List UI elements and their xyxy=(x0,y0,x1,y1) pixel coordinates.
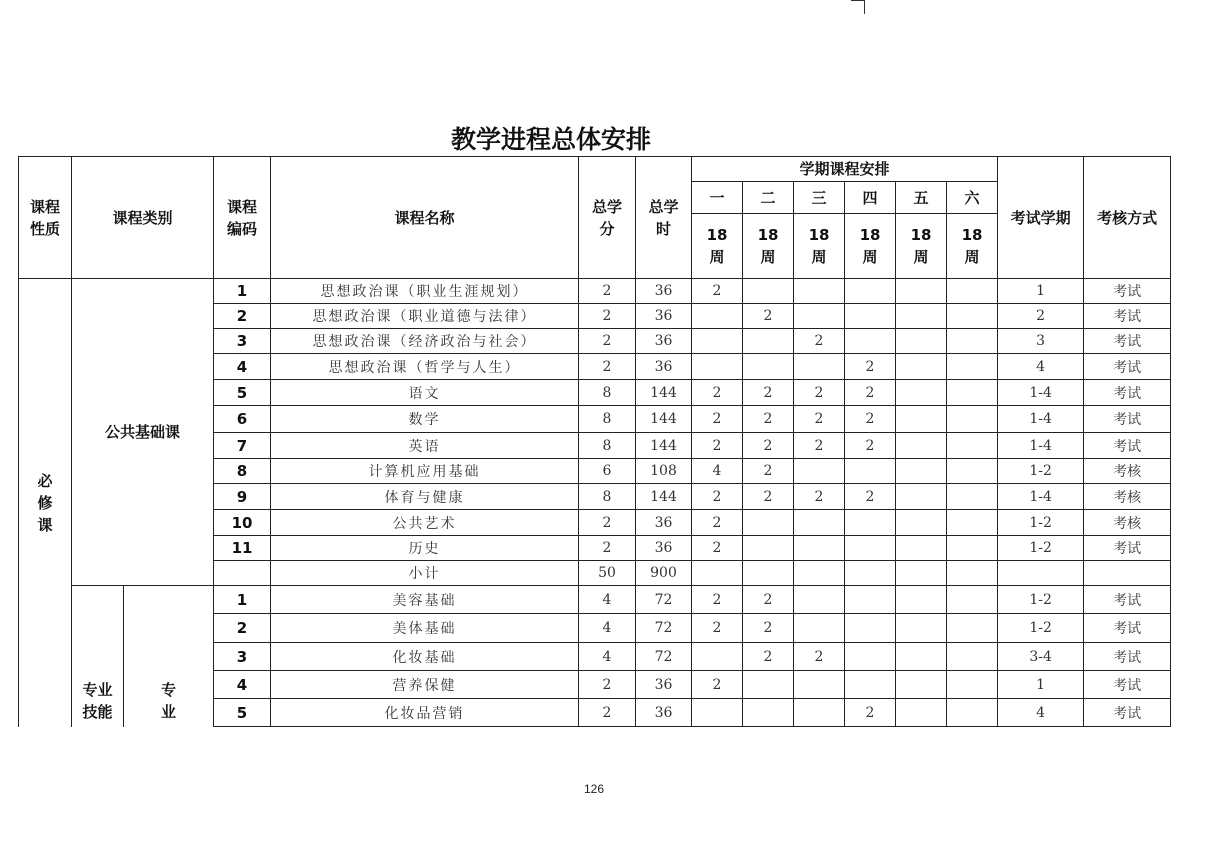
term-1-hours: 2 xyxy=(692,614,743,643)
term-1-hours: 2 xyxy=(692,279,743,304)
term-1-hours: 2 xyxy=(692,484,743,510)
term-3-hours xyxy=(794,304,845,329)
course-code: 2 xyxy=(214,614,271,643)
term-5-hours xyxy=(896,459,947,484)
term-3-hours xyxy=(794,459,845,484)
course-hours: 144 xyxy=(636,380,692,406)
header-assessment: 考核方式 xyxy=(1084,157,1171,279)
term-6-hours xyxy=(947,304,998,329)
term-5-hours xyxy=(896,406,947,433)
header-schedule: 学期课程安排 xyxy=(692,157,998,182)
course-name: 体育与健康 xyxy=(271,484,579,510)
course-name: 计算机应用基础 xyxy=(271,459,579,484)
header-term-2: 二 xyxy=(743,182,794,214)
course-hours: 36 xyxy=(636,510,692,536)
course-exam-term: 1 xyxy=(998,671,1084,699)
course-hours: 144 xyxy=(636,433,692,459)
table-row xyxy=(19,586,1171,614)
course-code: 2 xyxy=(214,304,271,329)
course-hours: 36 xyxy=(636,304,692,329)
course-assessment: 考试 xyxy=(1084,380,1171,406)
header-weeks-3: 18周 xyxy=(794,214,845,279)
term-1-hours: 2 xyxy=(692,406,743,433)
course-schedule-table xyxy=(18,156,1171,727)
group-specialty xyxy=(124,586,214,727)
term-6-hours xyxy=(947,484,998,510)
subtotal-exam-term xyxy=(998,561,1084,586)
course-assessment: 考试 xyxy=(1084,643,1171,671)
term-1-hours: 2 xyxy=(692,671,743,699)
course-hours: 36 xyxy=(636,354,692,380)
course-code: 7 xyxy=(214,433,271,459)
course-exam-term: 1-2 xyxy=(998,614,1084,643)
group-professional-label: 专业技能 xyxy=(82,680,113,721)
term-5-hours xyxy=(896,643,947,671)
term-6-hours xyxy=(947,329,998,354)
term-3-hours xyxy=(794,699,845,727)
course-code: 3 xyxy=(214,643,271,671)
term-6-hours xyxy=(947,433,998,459)
header-nature: 课程性质 xyxy=(19,157,72,279)
course-credits: 2 xyxy=(579,279,636,304)
term-2-hours xyxy=(743,329,794,354)
term-2-hours xyxy=(743,699,794,727)
subtotal-term-6 xyxy=(947,561,998,586)
course-hours: 36 xyxy=(636,536,692,561)
term-4-hours xyxy=(845,586,896,614)
term-3-hours xyxy=(794,586,845,614)
table-row xyxy=(19,279,1171,304)
course-assessment: 考试 xyxy=(1084,433,1171,459)
course-credits: 6 xyxy=(579,459,636,484)
course-name: 英语 xyxy=(271,433,579,459)
term-1-hours: 2 xyxy=(692,433,743,459)
course-credits: 2 xyxy=(579,671,636,699)
course-hours: 36 xyxy=(636,671,692,699)
header-exam-term: 考试学期 xyxy=(998,157,1084,279)
course-exam-term: 4 xyxy=(998,699,1084,727)
course-exam-term: 1-2 xyxy=(998,459,1084,484)
course-assessment: 考试 xyxy=(1084,279,1171,304)
term-4-hours xyxy=(845,671,896,699)
term-5-hours xyxy=(896,484,947,510)
header-weeks-6: 18周 xyxy=(947,214,998,279)
subtotal-credits: 50 xyxy=(579,561,636,586)
course-credits: 8 xyxy=(579,406,636,433)
course-hours: 72 xyxy=(636,643,692,671)
course-credits: 4 xyxy=(579,643,636,671)
course-code: 5 xyxy=(214,699,271,727)
term-6-hours xyxy=(947,380,998,406)
term-6-hours xyxy=(947,614,998,643)
term-2-hours: 2 xyxy=(743,304,794,329)
header-code: 课程编码 xyxy=(214,157,271,279)
header-category: 课程类别 xyxy=(72,157,214,279)
term-1-hours xyxy=(692,354,743,380)
term-2-hours xyxy=(743,536,794,561)
course-hours: 144 xyxy=(636,484,692,510)
course-hours: 72 xyxy=(636,586,692,614)
term-4-hours xyxy=(845,614,896,643)
term-6-hours xyxy=(947,406,998,433)
header-credits: 总学分 xyxy=(579,157,636,279)
course-exam-term: 1-2 xyxy=(998,536,1084,561)
course-assessment: 考试 xyxy=(1084,586,1171,614)
course-code: 6 xyxy=(214,406,271,433)
course-code: 4 xyxy=(214,671,271,699)
term-3-hours: 2 xyxy=(794,643,845,671)
course-code: 10 xyxy=(214,510,271,536)
header-term-3: 三 xyxy=(794,182,845,214)
term-4-hours: 2 xyxy=(845,484,896,510)
term-3-hours: 2 xyxy=(794,406,845,433)
term-2-hours: 2 xyxy=(743,643,794,671)
course-credits: 8 xyxy=(579,484,636,510)
course-credits: 4 xyxy=(579,614,636,643)
group-required-label: 必修课 xyxy=(37,471,53,534)
term-1-hours: 2 xyxy=(692,536,743,561)
group-professional xyxy=(72,586,124,727)
course-credits: 2 xyxy=(579,354,636,380)
subtotal-label: 小计 xyxy=(271,561,579,586)
subtotal-assessment xyxy=(1084,561,1171,586)
course-assessment: 考试 xyxy=(1084,671,1171,699)
course-code: 1 xyxy=(214,586,271,614)
term-5-hours xyxy=(896,614,947,643)
course-name: 公共艺术 xyxy=(271,510,579,536)
term-2-hours: 2 xyxy=(743,459,794,484)
term-2-hours: 2 xyxy=(743,614,794,643)
term-3-hours xyxy=(794,536,845,561)
group-specialty-label: 专业 xyxy=(160,680,176,721)
header-hours: 总学时 xyxy=(636,157,692,279)
term-5-hours xyxy=(896,586,947,614)
course-hours: 36 xyxy=(636,699,692,727)
course-credits: 2 xyxy=(579,536,636,561)
term-5-hours xyxy=(896,279,947,304)
term-3-hours: 2 xyxy=(794,380,845,406)
group-public-basic: 公共基础课 xyxy=(72,279,214,586)
term-1-hours: 2 xyxy=(692,380,743,406)
course-assessment: 考核 xyxy=(1084,459,1171,484)
course-exam-term: 1-4 xyxy=(998,484,1084,510)
term-4-hours: 2 xyxy=(845,354,896,380)
header-term-6: 六 xyxy=(947,182,998,214)
term-2-hours: 2 xyxy=(743,586,794,614)
course-assessment: 考试 xyxy=(1084,406,1171,433)
subtotal-term-5 xyxy=(896,561,947,586)
course-name: 思想政治课（职业生涯规划） xyxy=(271,279,579,304)
course-name: 数学 xyxy=(271,406,579,433)
course-credits: 2 xyxy=(579,329,636,354)
header-weeks-1: 18周 xyxy=(692,214,743,279)
term-4-hours xyxy=(845,510,896,536)
page-number: 126 xyxy=(583,782,605,796)
term-4-hours xyxy=(845,279,896,304)
term-2-hours: 2 xyxy=(743,380,794,406)
term-6-hours xyxy=(947,510,998,536)
term-4-hours: 2 xyxy=(845,433,896,459)
term-5-hours xyxy=(896,304,947,329)
course-hours: 36 xyxy=(636,329,692,354)
term-1-hours: 4 xyxy=(692,459,743,484)
term-3-hours: 2 xyxy=(794,433,845,459)
term-3-hours xyxy=(794,671,845,699)
course-exam-term: 1-4 xyxy=(998,406,1084,433)
course-hours: 144 xyxy=(636,406,692,433)
term-2-hours: 2 xyxy=(743,484,794,510)
course-name: 语文 xyxy=(271,380,579,406)
term-3-hours: 2 xyxy=(794,329,845,354)
course-exam-term: 4 xyxy=(998,354,1084,380)
term-5-hours xyxy=(896,536,947,561)
course-assessment: 考试 xyxy=(1084,699,1171,727)
page-corner-mark xyxy=(851,0,865,14)
subtotal-term-1 xyxy=(692,561,743,586)
course-name: 美体基础 xyxy=(271,614,579,643)
course-code: 8 xyxy=(214,459,271,484)
term-2-hours xyxy=(743,354,794,380)
term-2-hours xyxy=(743,279,794,304)
term-4-hours: 2 xyxy=(845,699,896,727)
course-hours: 72 xyxy=(636,614,692,643)
course-credits: 2 xyxy=(579,304,636,329)
subtotal-term-2 xyxy=(743,561,794,586)
term-1-hours xyxy=(692,699,743,727)
term-5-hours xyxy=(896,380,947,406)
course-exam-term: 3-4 xyxy=(998,643,1084,671)
term-6-hours xyxy=(947,354,998,380)
term-4-hours: 2 xyxy=(845,406,896,433)
term-2-hours xyxy=(743,671,794,699)
term-2-hours: 2 xyxy=(743,433,794,459)
course-assessment: 考试 xyxy=(1084,536,1171,561)
term-6-hours xyxy=(947,643,998,671)
page-title: 教学进程总体安排 xyxy=(450,125,651,154)
group-required xyxy=(19,279,72,727)
subtotal-term-4 xyxy=(845,561,896,586)
term-4-hours xyxy=(845,643,896,671)
subtotal-code xyxy=(214,561,271,586)
term-5-hours xyxy=(896,433,947,459)
course-hours: 108 xyxy=(636,459,692,484)
subtotal-hours: 900 xyxy=(636,561,692,586)
course-code: 9 xyxy=(214,484,271,510)
header-term-4: 四 xyxy=(845,182,896,214)
term-5-hours xyxy=(896,671,947,699)
course-assessment: 考试 xyxy=(1084,614,1171,643)
header-weeks-4: 18周 xyxy=(845,214,896,279)
header-weeks-2: 18周 xyxy=(743,214,794,279)
term-4-hours xyxy=(845,536,896,561)
term-3-hours xyxy=(794,354,845,380)
header-name: 课程名称 xyxy=(271,157,579,279)
term-6-hours xyxy=(947,699,998,727)
course-code: 4 xyxy=(214,354,271,380)
term-1-hours xyxy=(692,643,743,671)
course-exam-term: 1-4 xyxy=(998,380,1084,406)
course-code: 5 xyxy=(214,380,271,406)
term-5-hours xyxy=(896,354,947,380)
course-code: 3 xyxy=(214,329,271,354)
term-3-hours xyxy=(794,614,845,643)
subtotal-term-3 xyxy=(794,561,845,586)
term-4-hours xyxy=(845,304,896,329)
course-exam-term: 3 xyxy=(998,329,1084,354)
course-credits: 2 xyxy=(579,510,636,536)
term-2-hours: 2 xyxy=(743,406,794,433)
term-3-hours: 2 xyxy=(794,484,845,510)
course-assessment: 考试 xyxy=(1084,329,1171,354)
course-credits: 8 xyxy=(579,433,636,459)
course-credits: 8 xyxy=(579,380,636,406)
course-name: 营养保健 xyxy=(271,671,579,699)
term-5-hours xyxy=(896,329,947,354)
course-code: 1 xyxy=(214,279,271,304)
term-2-hours xyxy=(743,510,794,536)
course-code: 11 xyxy=(214,536,271,561)
course-name: 思想政治课（经济政治与社会） xyxy=(271,329,579,354)
header-term-5: 五 xyxy=(896,182,947,214)
course-name: 历史 xyxy=(271,536,579,561)
course-assessment: 考核 xyxy=(1084,510,1171,536)
term-4-hours: 2 xyxy=(845,380,896,406)
term-5-hours xyxy=(896,510,947,536)
course-credits: 4 xyxy=(579,586,636,614)
course-name: 思想政治课（职业道德与法律） xyxy=(271,304,579,329)
course-name: 化妆品营销 xyxy=(271,699,579,727)
header-term-1: 一 xyxy=(692,182,743,214)
term-5-hours xyxy=(896,699,947,727)
term-1-hours xyxy=(692,329,743,354)
term-4-hours xyxy=(845,329,896,354)
course-credits: 2 xyxy=(579,699,636,727)
course-assessment: 考核 xyxy=(1084,484,1171,510)
term-6-hours xyxy=(947,459,998,484)
term-6-hours xyxy=(947,671,998,699)
course-name: 美容基础 xyxy=(271,586,579,614)
course-name: 思想政治课（哲学与人生） xyxy=(271,354,579,380)
course-exam-term: 1-4 xyxy=(998,433,1084,459)
course-exam-term: 2 xyxy=(998,304,1084,329)
term-6-hours xyxy=(947,279,998,304)
term-6-hours xyxy=(947,586,998,614)
course-name: 化妆基础 xyxy=(271,643,579,671)
course-assessment: 考试 xyxy=(1084,304,1171,329)
course-exam-term: 1-2 xyxy=(998,510,1084,536)
term-1-hours: 2 xyxy=(692,586,743,614)
header-weeks-5: 18周 xyxy=(896,214,947,279)
course-exam-term: 1 xyxy=(998,279,1084,304)
term-3-hours xyxy=(794,279,845,304)
term-4-hours xyxy=(845,459,896,484)
course-exam-term: 1-2 xyxy=(998,586,1084,614)
course-assessment: 考试 xyxy=(1084,354,1171,380)
term-6-hours xyxy=(947,536,998,561)
term-1-hours: 2 xyxy=(692,510,743,536)
term-3-hours xyxy=(794,510,845,536)
course-hours: 36 xyxy=(636,279,692,304)
term-1-hours xyxy=(692,304,743,329)
